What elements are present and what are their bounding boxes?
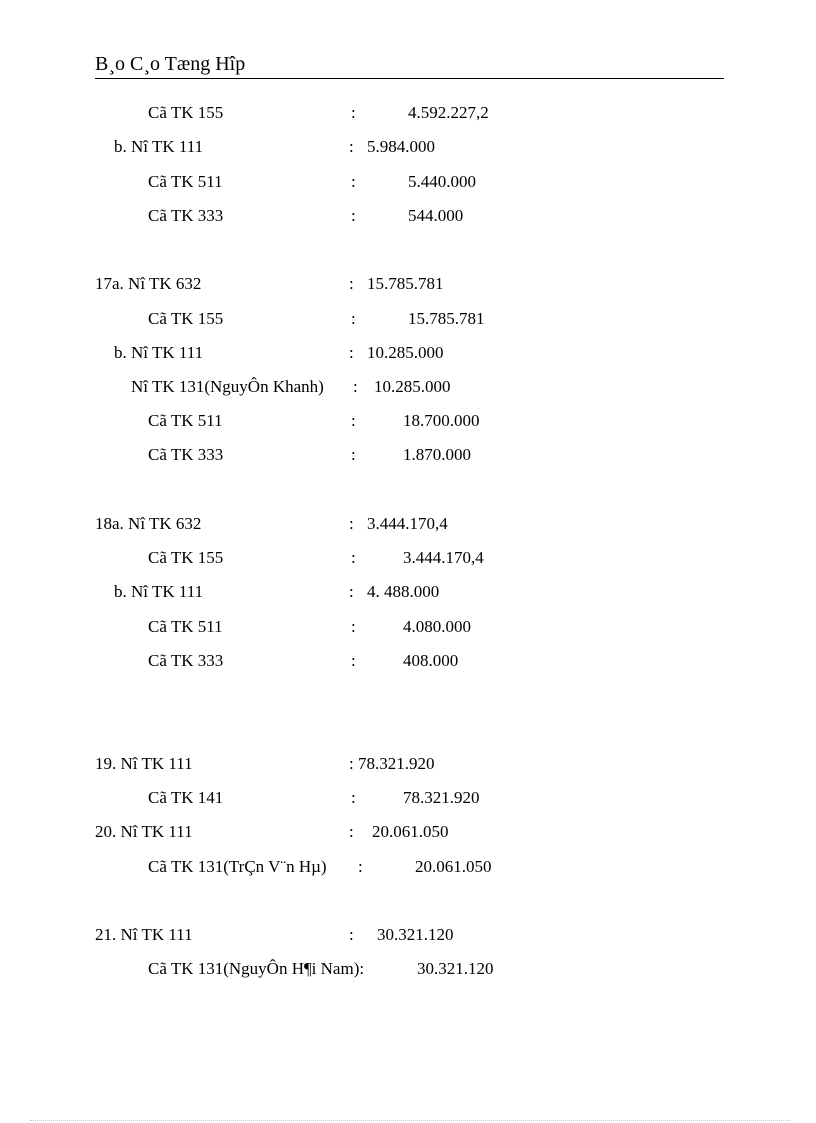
entry-colon: : [351,411,356,430]
entry-colon: : [351,651,356,670]
entry-label: Cã TK 511 [148,411,223,430]
entry-label: b. Nî TK 111 [114,343,204,362]
entry-label: Cã TK 155 [148,103,224,122]
entry-value: 15.785.781 [367,274,444,293]
entry-colon: : [349,274,354,293]
entry-value: 3.444.170,4 [403,548,484,567]
entry-value: 78.321.920 [358,754,435,773]
entry-colon: : [351,172,356,191]
entry-value: 1.870.000 [403,445,471,464]
entry-value: 10.285.000 [367,343,444,362]
entry-label: 17a. Nî TK 632 [95,274,202,293]
entry-value: 4. 488.000 [367,582,440,601]
entry-label: Cã TK 333 [148,445,224,464]
entry-value: 20.061.050 [415,857,492,876]
entry-colon: : [351,103,356,122]
entry-label: 21. Nî TK 111 [95,925,193,944]
entry-colon: : [349,822,354,841]
entry-colon: : [349,925,354,944]
entry-colon: : [349,582,354,601]
entry-label: b. Nî TK 111 [114,137,204,156]
entry-label: Cã TK 155 [148,309,224,328]
entry-label: Nî TK 131(NguyÔn Khanh) [131,377,324,396]
entry-label: Cã TK 131(TrÇn V¨n Hµ) [148,857,327,876]
entry-label: Cã TK 131(NguyÔn H¶i Nam): [148,959,365,978]
entry-colon: : [349,343,354,362]
entry-colon: : [351,548,356,567]
entry-colon: : [351,617,356,636]
entry-label: Cã TK 333 [148,651,224,670]
entry-colon: : [349,514,354,533]
entry-colon: : [351,309,356,328]
entry-colon: : [351,206,356,225]
entry-label: Cã TK 511 [148,617,223,636]
entry-value: 10.285.000 [374,377,451,396]
entry-label: 19. Nî TK 111 [95,754,193,773]
entry-label: Cã TK 333 [148,206,224,225]
entry-label: 18a. Nî TK 632 [95,514,202,533]
entry-label: 20. Nî TK 111 [95,822,193,841]
entry-colon: : [349,137,354,156]
entry-colon: : [351,445,356,464]
entry-label: Cã TK 155 [148,548,224,567]
entry-value: 408.000 [403,651,459,670]
entry-value: 544.000 [408,206,464,225]
entry-colon: : [358,857,363,876]
page-bottom-border [30,1120,790,1121]
entry-colon: : [351,788,356,807]
entry-label: b. Nî TK 111 [114,582,204,601]
entry-label: Cã TK 141 [148,788,224,807]
entry-label: Cã TK 511 [148,172,223,191]
entry-value: 5.984.000 [367,137,435,156]
entry-colon: : [349,754,354,773]
entry-colon: : [353,377,358,396]
entry-value: 30.321.120 [417,959,494,978]
entry-value: 20.061.050 [372,822,449,841]
report-header: B¸o C¸o Tæng Hîp [95,53,246,75]
entry-value: 4.080.000 [403,617,471,636]
entry-value: 4.592.227,2 [408,103,489,122]
entry-value: 30.321.120 [377,925,454,944]
entry-value: 3.444.170,4 [367,514,448,533]
header-rule [95,78,724,79]
entry-value: 78.321.920 [403,788,480,807]
entry-value: 15.785.781 [408,309,485,328]
entry-value: 5.440.000 [408,172,476,191]
entry-value: 18.700.000 [403,411,480,430]
